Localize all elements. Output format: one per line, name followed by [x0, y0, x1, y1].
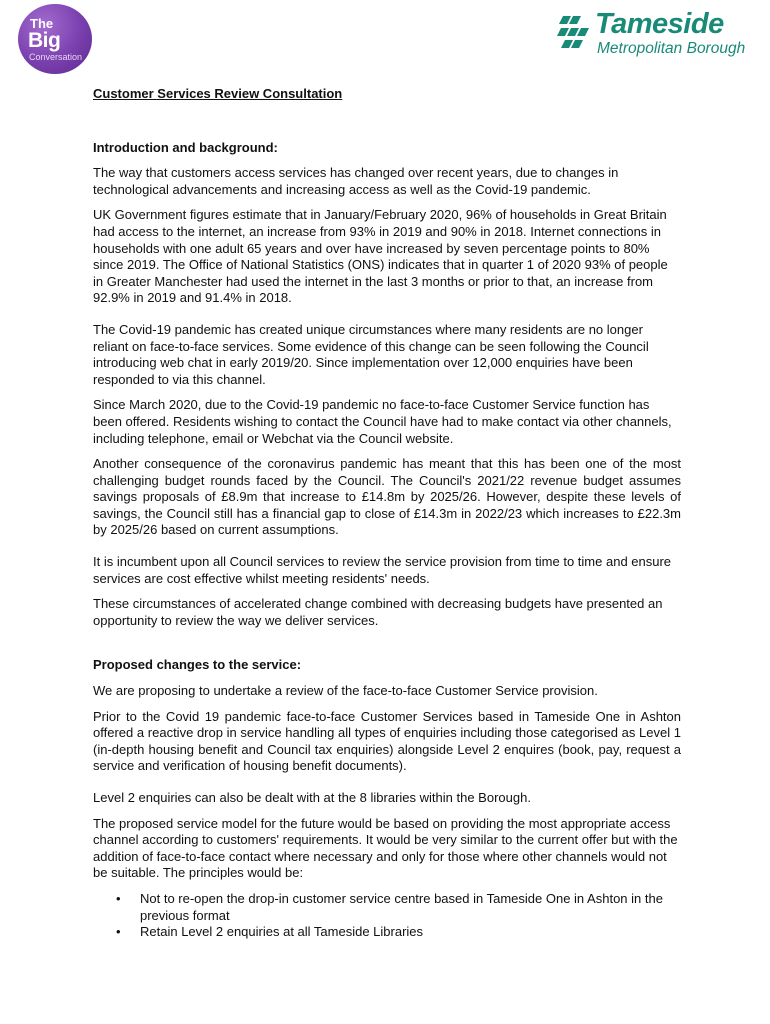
logo-text-the: The: [30, 16, 54, 31]
proposed-paragraph-1: We are proposing to undertake a review of the face-to-face Customer Service provision.: [93, 683, 598, 699]
intro-paragraph-5: Another consequence of the coronavirus pandemic has meant that this has been one of the most challenging budget rounds faced by the Council. The Council's 2021/22 revenue budget assumes savings proposals of £8.9m that increase to £14.8m by 2025/26. However, despite these levels of savings, the Council still has a financial gap to close of £14.3m in 2022/23 which increases to £22.3m by 2025/26 based on current assumptions.: [93, 456, 681, 538]
intro-paragraph-4: Since March 2020, due to the Covid-19 pandemic no face-to-face Customer Service function has been offered. Residents wishing to contact the Council have had to make contact via other channels, including telephone, email or Webchat via the Council website.: [93, 397, 672, 446]
tameside-mark-icon: [557, 14, 593, 52]
tameside-name: Tameside: [595, 8, 724, 40]
principle-text-2: Retain Level 2 enquiries at all Tameside Libraries: [140, 924, 424, 940]
proposed-heading: Proposed changes to the service:: [93, 657, 302, 673]
bullet-icon: •: [116, 924, 121, 940]
bullet-icon: •: [116, 890, 121, 906]
list-item: [116, 924, 681, 941]
list-item: [116, 890, 681, 924]
intro-paragraph-3: The Covid-19 pandemic has created unique circumstances where many residents are no longer reliant on face-to-face services. Some evidence of this change can be seen following the Council introducing web chat in early 2019/20. Since implementation over 12,000 enquiries have been responded to via this channel.: [93, 321, 649, 387]
logo-text-big: Big: [28, 29, 61, 52]
intro-paragraph-6: It is incumbent upon all Council services to review the service provision from time to time and ensure services are cost effective whilst meeting residents' needs.: [93, 554, 672, 586]
big-conversation-logo: [18, 4, 94, 74]
tameside-subtitle: Metropolitan Borough: [597, 40, 746, 57]
document-title: Customer Services Review Consultation: [93, 86, 343, 101]
proposed-paragraph-3: Level 2 enquiries can also be dealt with at the 8 libraries within the Borough.: [93, 790, 531, 805]
proposed-paragraph-2: Prior to the Covid 19 pandemic face-to-face Customer Services based in Tameside One in Ashton offered a reactive drop in service handling all types of enquiries including those categorised as Level 1 (in-depth housing benefit and Council tax enquiries) alongside Level 2 enquires (book, pay, request a service and verification of housing benefit documents).: [93, 708, 681, 774]
logo-text-conversation: Conversation: [29, 52, 83, 62]
intro-heading: Introduction and background:: [93, 139, 278, 155]
intro-paragraph-2: UK Government figures estimate that in January/February 2020, 96% of households in Great Britain had access to the internet, an increase from 93% in 2019 and 90% in 2018. Internet connections in households with one adult 65 years and over have increased by seven percentage points to 80% since 2019. The Office of National Statistics (ONS) indicates that in quarter 1 of 2020 93% of people in Greater Manchester had used the internet in the last 3 months or prior to that, an increase from 92.9% in 2019 and 91.4% in 2018.: [93, 207, 668, 306]
intro-paragraph-1: The way that customers access services has changed over recent years, due to changes in technological advancements and increasing access as well as the Covid-19 pandemic.: [93, 165, 619, 197]
principle-text-1: Not to re-open the drop-in customer service centre based in Tameside One in Ashton in the previous format: [140, 890, 663, 923]
document-body: [93, 86, 681, 941]
proposed-paragraph-4: The proposed service model for the future would be based on providing the most appropriate access channel according to customers' requirements. It would be very similar to the current offer but with the addition of face-to-face contact where necessary and only for those where other channels would not be suitable. The principles would be:: [93, 815, 678, 881]
intro-paragraph-7: These circumstances of accelerated change combined with decreasing budgets have presented an opportunity to review the way we deliver services.: [93, 596, 663, 628]
tameside-logo: [557, 10, 762, 58]
principles-list: [93, 891, 681, 941]
